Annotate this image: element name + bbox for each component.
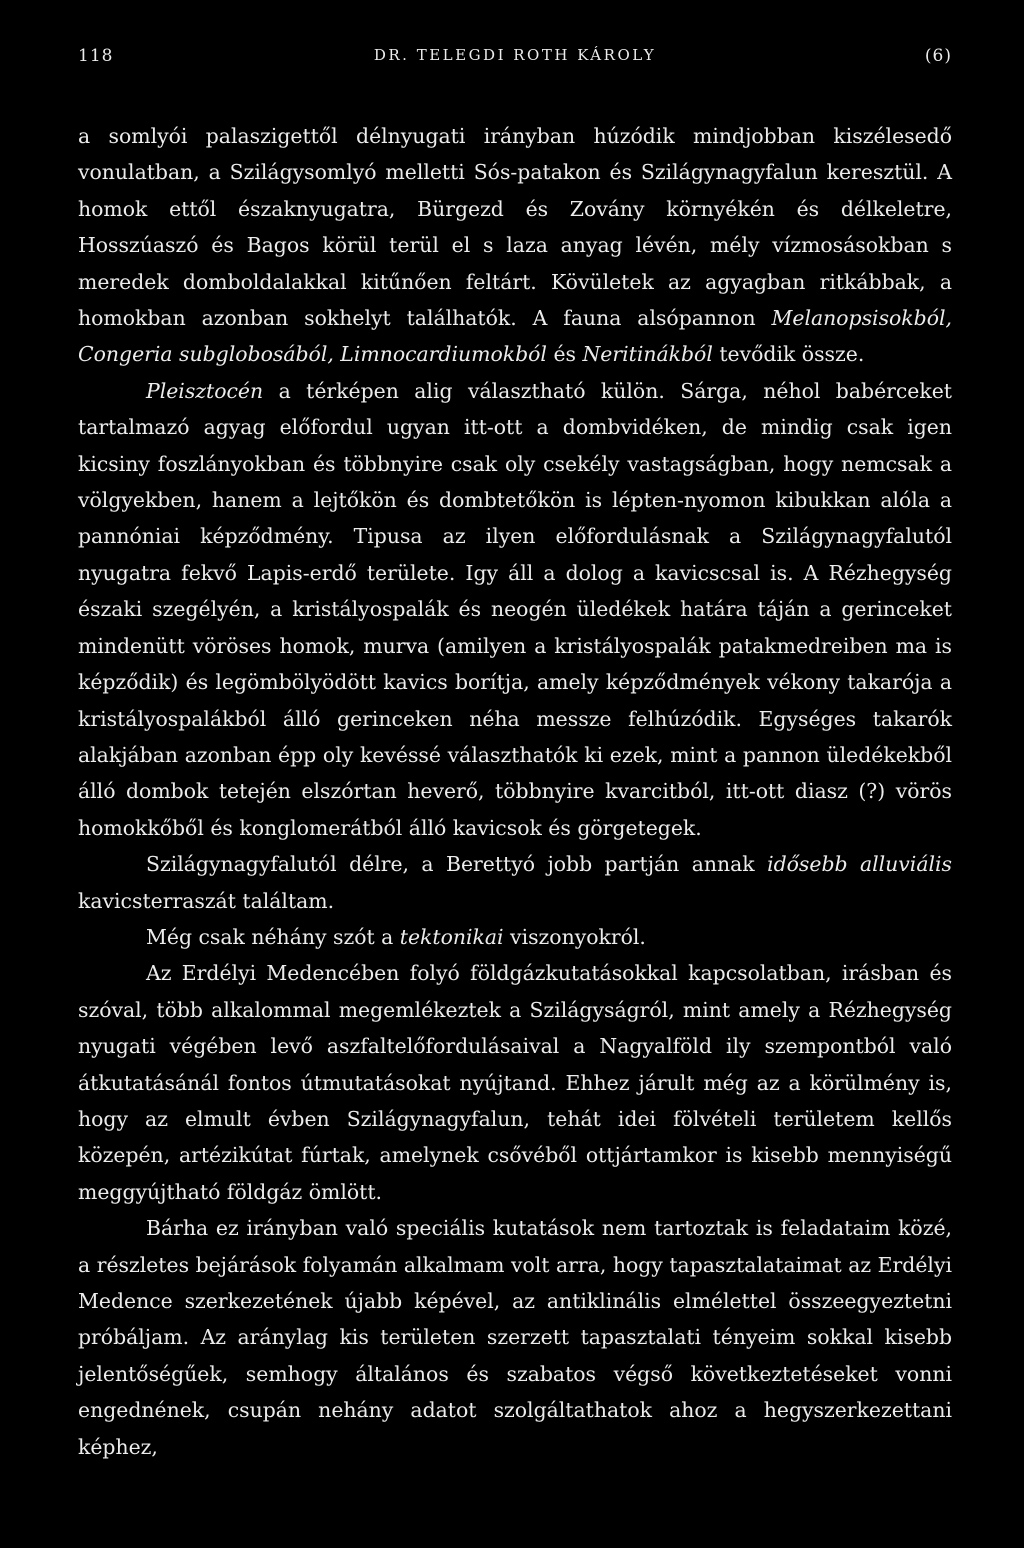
italic-term: Pleisztocén bbox=[146, 378, 264, 403]
italic-term: idősebb alluviális bbox=[767, 852, 952, 877]
paragraph-1: a somlyói palaszigettől délnyugati irányban húzódik mindjobban kiszélesedő vonulatban, a Szilágysomlyó melletti Sós-patakon és Szilágynagyfalun keresztül. A homok ettől északnyugatra, Bürgezd és Zovány környékén és délkeletre, Hosszúaszó és Bagos körül terül el s laza anyag lévén, mély vízmosásokban s meredek domboldalakkal kitűnően feltárt. Kövületek az agyagban ritkábbak, a homokban azonban sokhelyt találhatók. A fauna alsópannon Melanopsisokból, Congeria subglobosából, Limnocardiumokból és Neritinákból tevődik össze. bbox=[78, 124, 952, 367]
paragraph-5: Az Erdélyi Medencében folyó földgázkutatásokkal kapcsolatban, irásban és szóval, több alkalommal megemlékeztek a Szilágyságról, mint amely a Rézhegység nyugati végében levő aszfaltelőfordulásaival a Nagyalföld ily szempontból való átkutatásánál fontos útmutatásokat nyújtand. Ehhez járult még az a körülmény is, hogy az elmult évben Szilágynagyfalun, tehát idei fölvételi területem kellős közepén, artézikútat fúrtak, amelynek csővéből ottjártamkor is kisebb mennyiségű meggyújtható földgáz ömlött. bbox=[78, 961, 952, 1204]
paragraph-2: Pleisztocén a térképen alig választható külön. Sárga, néhol babérceket tartalmazó agyag előfordul ugyan itt-ott a dombvidéken, de mindig csak igen kicsiny foszlányokban és többnyire csak oly csekély vastagságban, hogy nemcsak a völgyekben, hanem a lejtőkön és dombtetőkön is lépten-nyomon kibukkan alóla a pannóniai képződmény. Tipusa az ilyen előfordulásnak a Szilágynagyfalutól nyugatra fekvő Lapis-erdő területe. Igy áll a dolog a kavicscsal is. A Rézhegység északi szegélyén, a kristályospalák és neogén üledékek határa táján a gerinceket mindenütt vöröses homok, murva (amilyen a kristályospalák patakmedreiben ma is képződik) és legömbölyödött kavics borítja, amely képződmények vékony takarója a kristályospalákból álló gerinceken néha messze felhúzódik. Egységes takarók alakjában azonban épp oly kevéssé választhatók ki ezek, mint a pannon üledékekből álló dombok tetején elszórtan heverő, többnyire kvarcitból, itt-ott diasz (?) vörös homokkőből és konglomerátból álló kavicsok és görgetegek. bbox=[78, 378, 952, 840]
italic-taxa: Melanopsisokból, Congeria subglobosából, Limnocardiumokból bbox=[78, 306, 952, 367]
section-number: (6) bbox=[924, 46, 952, 66]
paragraph-4: Még csak néhány szót a tektonikai viszonyokról. bbox=[146, 924, 646, 949]
body-text bbox=[78, 118, 952, 1465]
page-number: 118 bbox=[78, 46, 114, 66]
running-title: DR. TELEGDI ROTH KÁROLY bbox=[373, 46, 657, 64]
running-header bbox=[78, 46, 952, 74]
italic-taxa: Neritinákból bbox=[582, 342, 713, 367]
paragraph-6: Bárha ez irányban való speciális kutatások nem tartoztak is feladataim közé, a részletes bejárások folyamán alkalmam volt arra, hogy tapasztalataimat az Erdélyi Medence szerkezetének újabb képével, az antiklinális elmélettel összeegyeztetni próbáljam. Az aránylag kis területen szerzett tapasztalati tényeim sokkal kisebb jelentőségűek, semhogy általános és szabatos végső következtetéseket vonni engednének, csupán nehány adatot szolgáltathatok ahoz a hegyszerkezettani képhez, bbox=[78, 1216, 952, 1459]
italic-term: tektonikai bbox=[399, 924, 504, 949]
paragraph-3: Szilágynagyfalutól délre, a Berettyó jobb partján annak idősebb alluviális kavicsterraszát találtam. bbox=[78, 852, 952, 913]
